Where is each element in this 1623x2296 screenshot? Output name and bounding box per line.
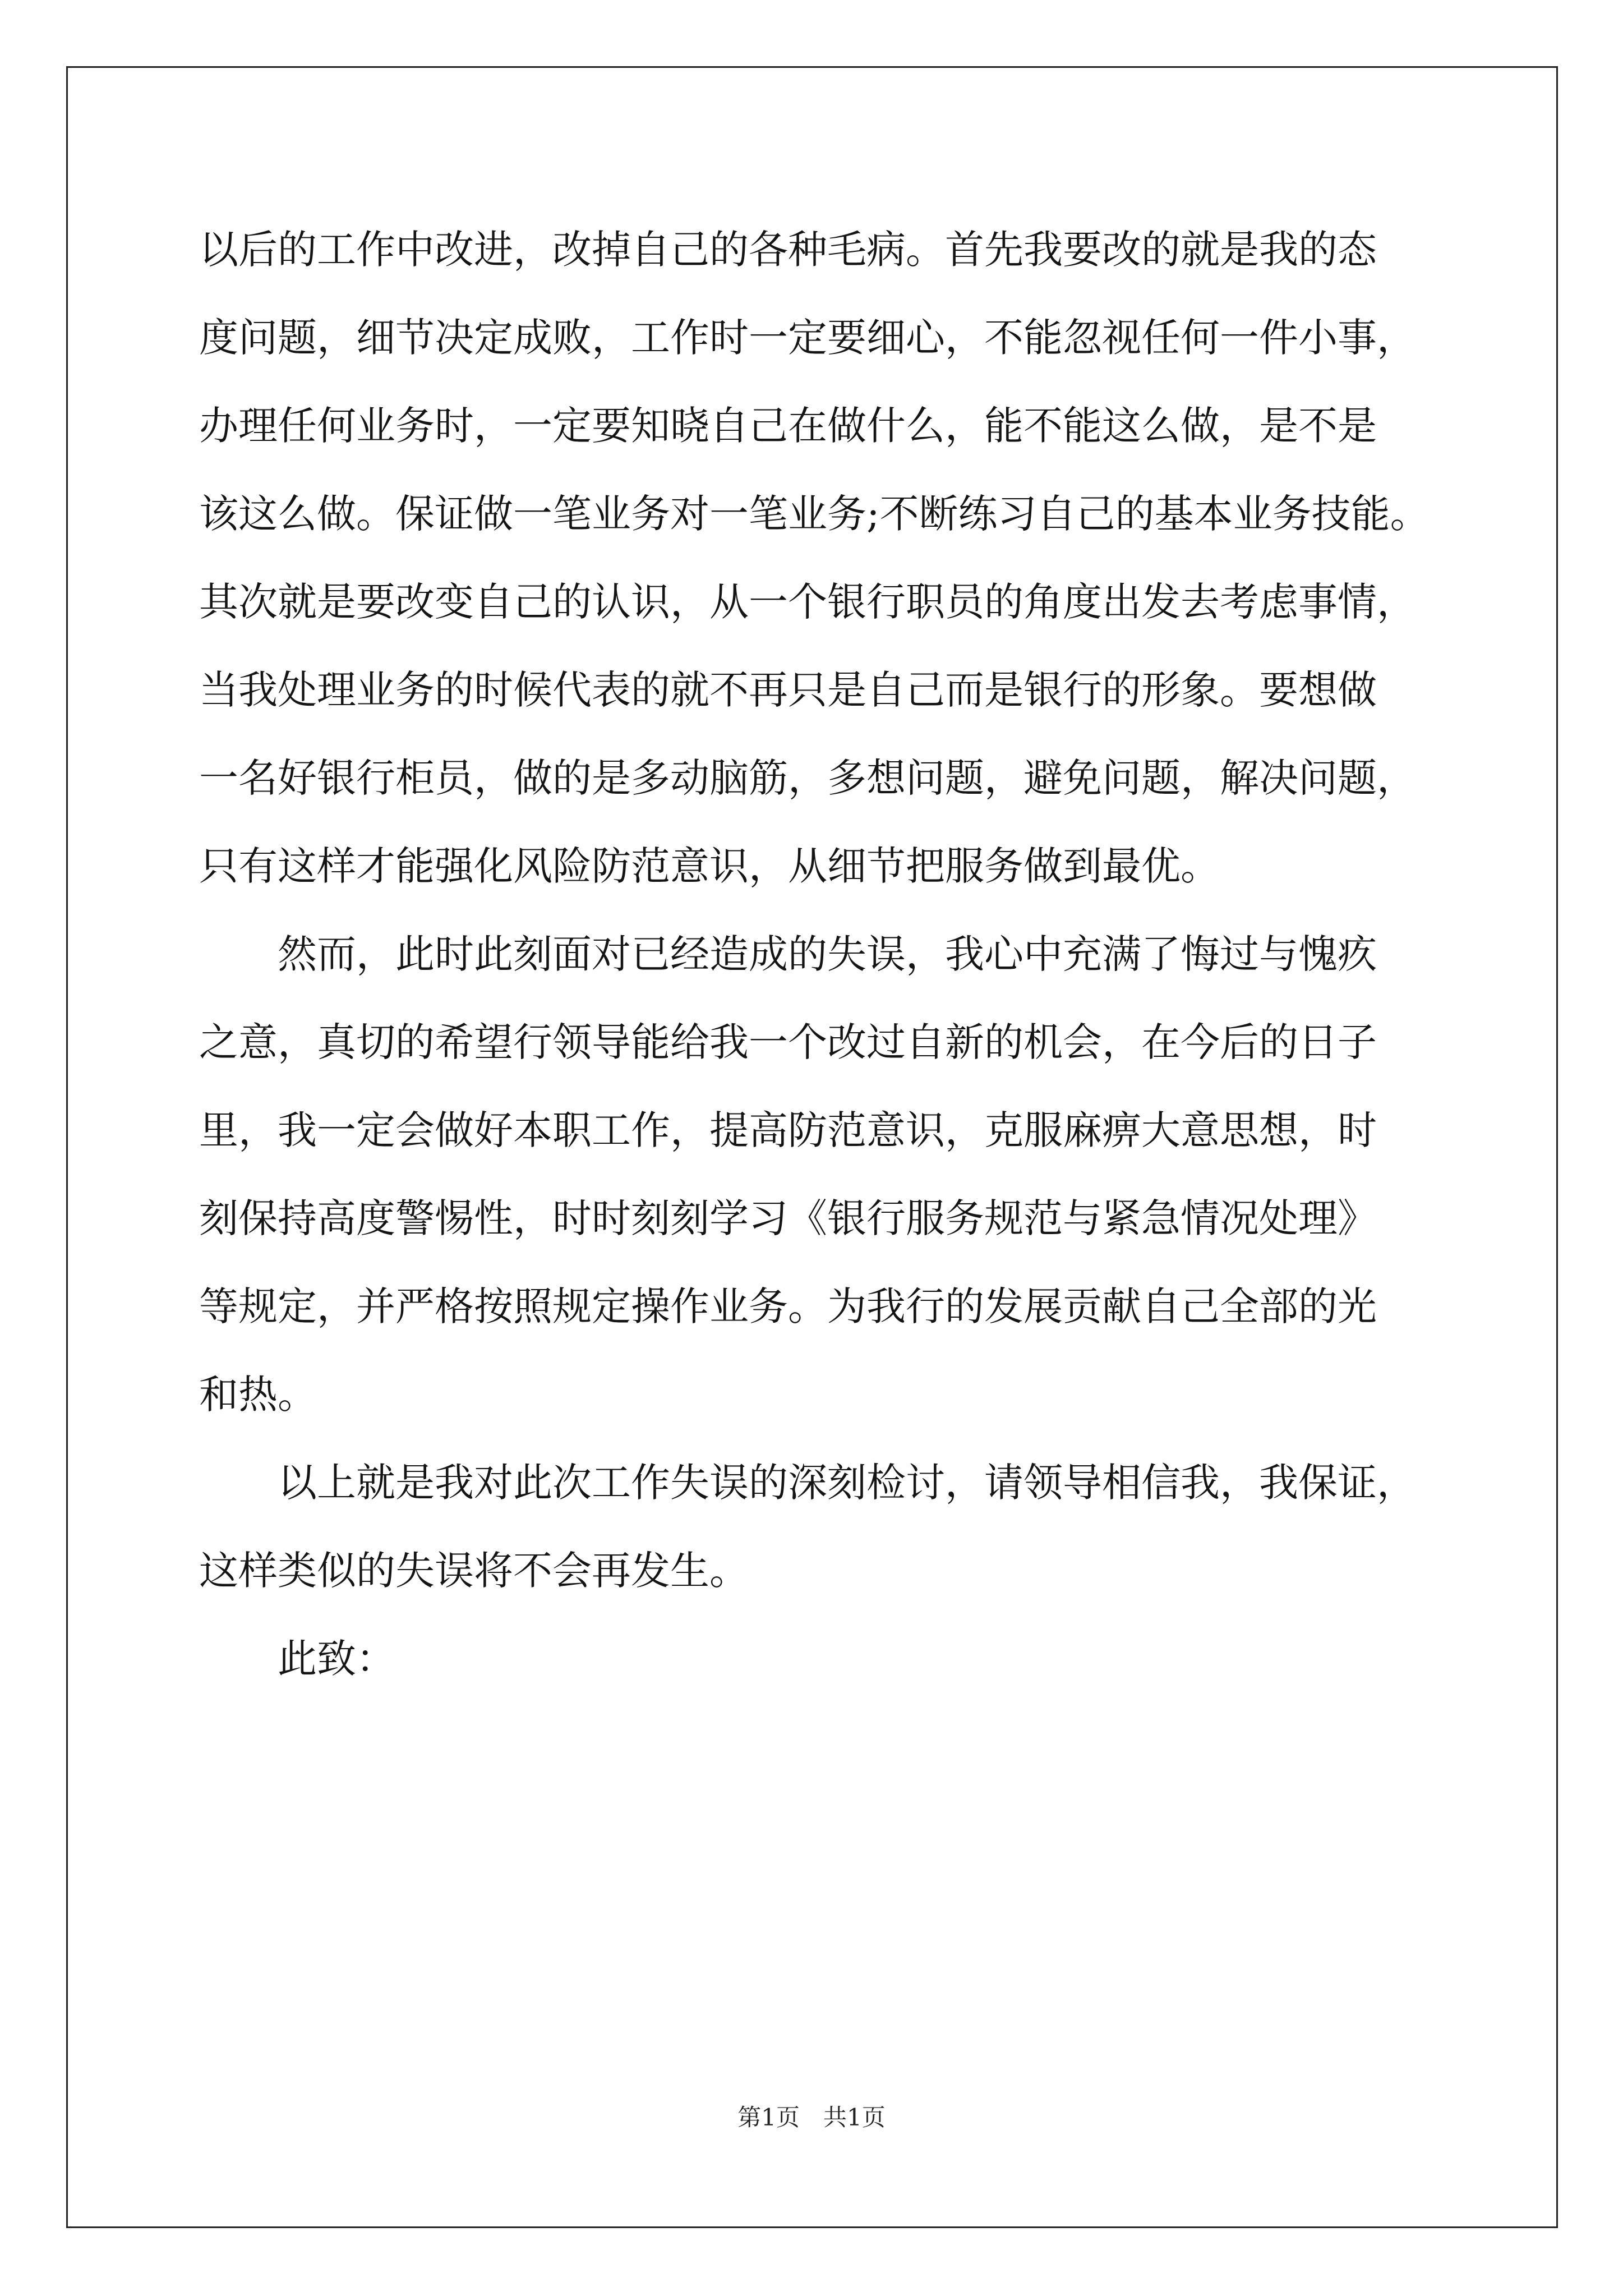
text-line: 和热。 — [199, 1372, 317, 1418]
text-line: 以后的工作中改进，改掉自己的各种毛病。首先我要改的就是我的态 — [199, 227, 1377, 273]
text-line: 里，我一定会做好本职工作，提高防范意识，克服麻痹大意思想，时 — [199, 1107, 1377, 1153]
text-line: 等规定，并严格按照规定操作业务。为我行的发展贡献自己全部的光 — [199, 1283, 1377, 1329]
text-line: 之意，真切的希望行领导能给我一个改过自新的机会，在今后的日子 — [199, 1019, 1377, 1065]
text-line: 度问题，细节决定成败，工作时一定要细心，不能忽视任何一件小事， — [199, 315, 1416, 361]
text-line: 办理任何业务时，一定要知晓自己在做什么，能不能这么做，是不是 — [199, 403, 1377, 449]
page-footer: 第1页 共1页 — [737, 2104, 886, 2131]
text-line: 当我处理业务的时候代表的就不再只是自己而是银行的形象。要想做 — [199, 667, 1377, 713]
text-line: 只有这样才能强化风险防范意识，从细节把服务做到最优。 — [199, 843, 1220, 889]
text-line: 然而，此时此刻面对已经造成的失误，我心中充满了悔过与愧疚 — [199, 931, 1377, 977]
text-line: 一名好银行柜员，做的是多动脑筋，多想问题，避免问题，解决问题， — [199, 755, 1416, 801]
text-line: 此致： — [199, 1636, 395, 1682]
text-line: 其次就是要改变自己的认识，从一个银行职员的角度出发去考虑事情， — [199, 579, 1416, 625]
text-line: 以上就是我对此次工作失误的深刻检讨，请领导相信我，我保证， — [199, 1460, 1416, 1506]
text-line: 该这么做。保证做一笔业务对一笔业务;不断练习自己的基本业务技能。 — [199, 491, 1430, 537]
text-line: 这样类似的失误将不会再发生。 — [199, 1548, 749, 1594]
text-line: 刻保持高度警惕性，时时刻刻学习《银行服务规范与紧急情况处理》 — [199, 1195, 1377, 1241]
